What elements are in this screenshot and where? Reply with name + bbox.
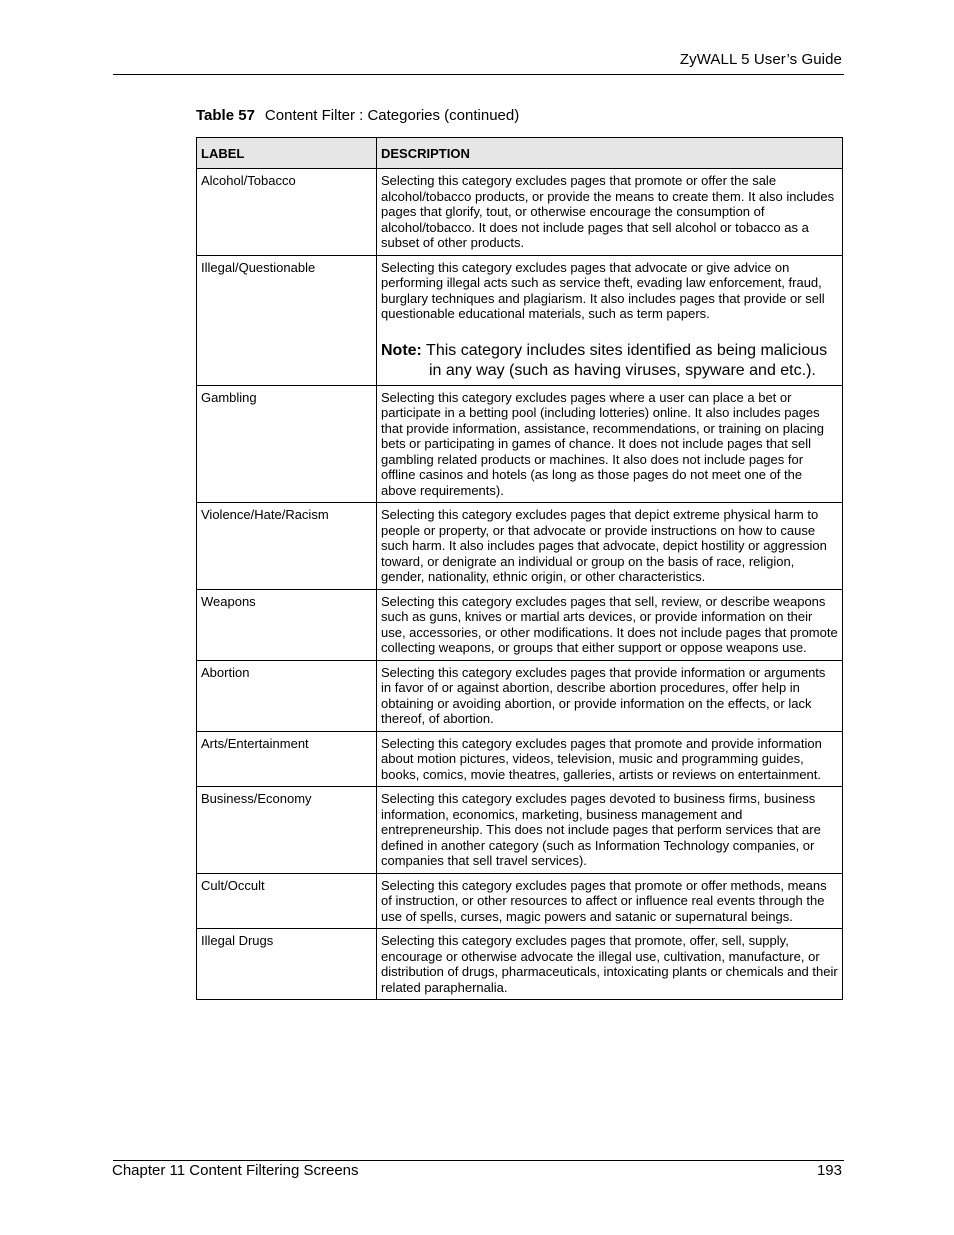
footer-chapter: Chapter 11 Content Filtering Screens [112, 1162, 359, 1179]
label-column-header: LABEL [197, 138, 377, 169]
row-description: Selecting this category excludes pages that provide information or arguments in favor of or against abortion, describe abortion procedures, offer help in obtaining or avoiding abortion, or provide information on the effects, or lack thereof, of abortion. [377, 660, 843, 731]
table-row [197, 169, 843, 256]
row-label: Illegal Drugs [197, 929, 377, 1000]
table-row [197, 660, 843, 731]
description-column-header: DESCRIPTION [377, 138, 843, 169]
row-description: Selecting this category excludes pages that advocate or give advice on performing illegal acts such as service theft, evading law enforcement, fraud, burglary techniques and plagiarism. It also includes pages that provide or sell questionable educational materials, such as term papers. [381, 259, 825, 321]
footer-rule [113, 1160, 844, 1161]
table-title: Content Filter : Categories (continued) [264, 107, 520, 124]
table-row [197, 255, 843, 385]
page-number: 193 [816, 1162, 842, 1179]
note-text: This category includes sites identified as being malicious in any way (such as having viruses, spyware and etc.). [426, 341, 828, 379]
running-header: ZyWALL 5 User’s Guide [679, 51, 842, 68]
row-label: Business/Economy [197, 787, 377, 874]
table-row [197, 731, 843, 787]
row-description: Selecting this category excludes pages that depict extreme physical harm to people or property, or that advocate or provide instructions on how to cause such harm. It also includes pages that advocate, depict hostility or aggression toward, or denigrate an individual or group on the basis of race, religion, gender, nationality, ethnic origin, or other characteristics. [377, 503, 843, 590]
header-rule [113, 74, 844, 75]
note-label: Note: [381, 341, 422, 359]
table-header-row [197, 138, 843, 169]
row-description: Selecting this category excludes pages that promote or offer the sale alcohol/tobacco products, or provide the means to create them. It also includes pages that glorify, tout, or otherwise encourage the consumption of alcohol/tobacco. It does not include pages that sell alcohol or tobacco as a subset of other products. [377, 169, 843, 256]
categories-table [196, 137, 843, 1000]
table-row [197, 385, 843, 503]
row-description-with-note [377, 255, 843, 385]
row-description: Selecting this category excludes pages that promote, offer, sell, supply, encourage or otherwise advocate the illegal use, cultivation, manufacture, or distribution of drugs, pharmaceuticals, intoxicating plants or chemicals and their related paraphernalia. [377, 929, 843, 1000]
table-row [197, 503, 843, 590]
row-label: Illegal/Questionable [197, 255, 377, 385]
table-row [197, 873, 843, 929]
row-description: Selecting this category excludes pages where a user can place a bet or participate in a betting pool (including lotteries) online. It also includes pages that provide information, assistance, recommendations, or training on placing bets or participating in games of chance. It does not include pages that sell gambling related products or machines. It also does not include pages for offline casinos and hotels (as long as those pages do not meet one of the above requirements). [377, 385, 843, 503]
table-row [197, 929, 843, 1000]
note [381, 341, 838, 381]
row-label: Weapons [197, 589, 377, 660]
row-description: Selecting this category excludes pages devoted to business firms, business information, economics, marketing, business management and entrepreneurship. This does not include pages that perform services that are defined in another category (such as Information Technology companies, or companies that sell travel services). [377, 787, 843, 874]
row-label: Abortion [197, 660, 377, 731]
row-label: Violence/Hate/Racism [197, 503, 377, 590]
row-description: Selecting this category excludes pages that sell, review, or describe weapons such as guns, knives or martial arts devices, or provide information on their use, accessories, or other modifications. It does not include pages that promote collecting weapons, or groups that either support or oppose weapons use. [377, 589, 843, 660]
row-label: Cult/Occult [197, 873, 377, 929]
row-label: Arts/Entertainment [197, 731, 377, 787]
row-label: Alcohol/Tobacco [197, 169, 377, 256]
row-description: Selecting this category excludes pages that promote or offer methods, means of instruction, or other resources to affect or influence real events through the use of spells, curses, magic powers and satanic or supernatural beings. [377, 873, 843, 929]
row-description: Selecting this category excludes pages that promote and provide information about motion pictures, videos, television, music and programming guides, books, comics, movie theatres, galleries, artists or reviews on entertainment. [377, 731, 843, 787]
table-row [197, 787, 843, 874]
table-number: Table 57 [196, 107, 255, 124]
row-label: Gambling [197, 385, 377, 503]
table-row [197, 589, 843, 660]
table-caption [196, 107, 519, 124]
